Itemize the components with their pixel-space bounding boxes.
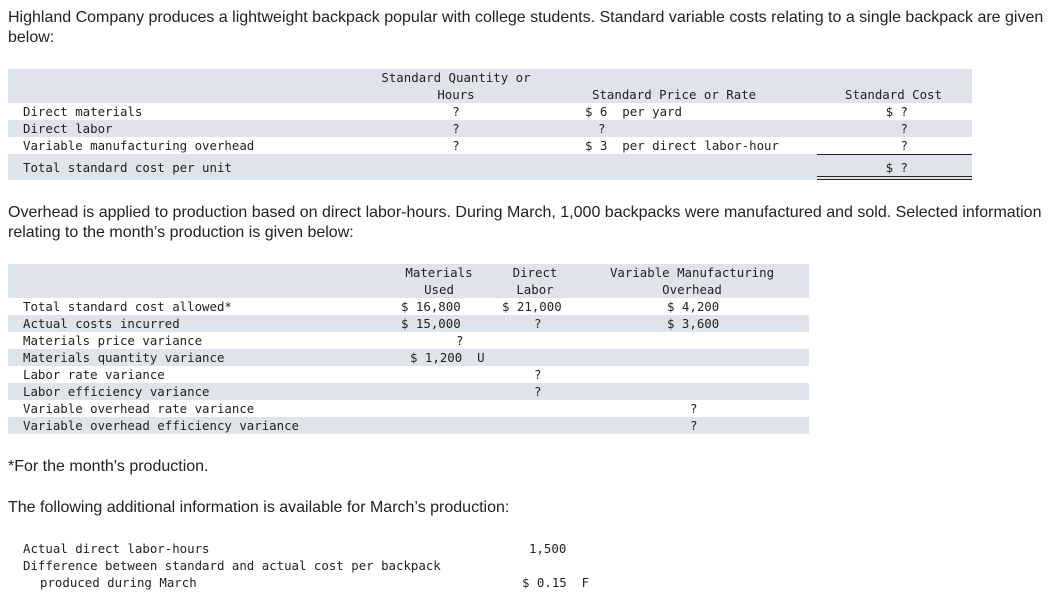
cell-voh: ? [690,418,698,433]
row-label-variable-overhead: Variable manufacturing overhead [23,138,255,153]
row-label: Labor rate variance [23,367,165,382]
cell-price: ? [598,121,606,136]
row-label-cost-difference-1: Difference between standard and actual cost per backpack [23,558,441,573]
cell-cost: $ ? [885,104,908,119]
row-label-cost-difference-2: produced during March [40,575,197,590]
cell-qty: ? [452,121,460,136]
cell-cost: ? [900,121,908,136]
row-label: Labor efficiency variance [23,384,210,399]
overhead-paragraph: Overhead is applied to production based on direct labor-hours. During March, 1,000 backpacks were manufactured and sold. Selected information relating to the month’s production is given below: [8,204,1042,241]
cell-qty: ? [452,104,460,119]
cell-total-cost: $ ? [885,160,908,175]
cell-price: $ 6 per yard [585,104,682,119]
cell-materials: $ 15,000 [401,316,461,331]
row-label: Variable overhead efficiency variance [23,418,300,433]
col-header-labor-1: Direct [512,265,558,280]
cell-qty: ? [452,138,460,153]
additional-info-paragraph: The following additional information is available for March’s production: [8,499,510,516]
cell-cost-difference: $ 0.15 F [522,575,590,590]
row-label: Materials price variance [23,333,203,348]
col-header-std-qty-1: Standard Quantity or [381,70,531,85]
col-header-voh-1: Variable Manufacturing [609,265,775,280]
row-label: Actual costs incurred [23,316,180,331]
cell-voh: $ 4,200 [667,299,720,314]
row-label-direct-materials: Direct materials [23,104,143,119]
cell-voh: $ 3,600 [667,316,720,331]
row-label-direct-labor: Direct labor [23,121,113,136]
row-label: Variable overhead rate variance [23,401,255,416]
cell-materials: ? [456,333,464,348]
cell-actual-labor-hours: 1,500 [529,541,567,556]
row-label: Materials quantity variance [23,350,225,365]
cell-labor: ? [534,367,542,382]
total-double-rule-bottom [817,179,972,180]
col-header-labor-2: Labor [516,282,554,297]
cell-voh: ? [690,401,698,416]
col-header-materials-2: Used [424,282,454,297]
row-label-total-standard-cost: Total standard cost per unit [23,160,232,175]
table1-row-band [8,120,972,137]
cell-cost: ? [900,138,908,153]
cell-labor: ? [534,316,542,331]
subtotal-rule [817,154,972,155]
cell-materials: $ 1,200 U [410,350,485,365]
col-header-voh-2: Overhead [662,282,722,297]
col-header-std-price: Standard Price or Rate [592,87,757,102]
footnote: *For the month's production. [8,458,209,475]
col-header-std-cost: Standard Cost [845,87,942,102]
cell-labor: $ 21,000 [502,299,562,314]
cell-price: $ 3 per direct labor-hour [585,138,779,153]
row-label-actual-labor-hours: Actual direct labor-hours [23,541,210,556]
col-header-std-qty-2: Hours [437,87,475,102]
intro-paragraph: Highland Company produces a lightweight backpack popular with college students. Standard variable costs relating to a single backpack are given below: [8,9,1044,46]
cell-labor: ? [534,384,542,399]
total-double-rule-top [817,176,972,177]
col-header-materials-1: Materials [405,265,473,280]
cell-materials: $ 16,800 [401,299,461,314]
row-label: Total standard cost allowed* [23,299,232,314]
